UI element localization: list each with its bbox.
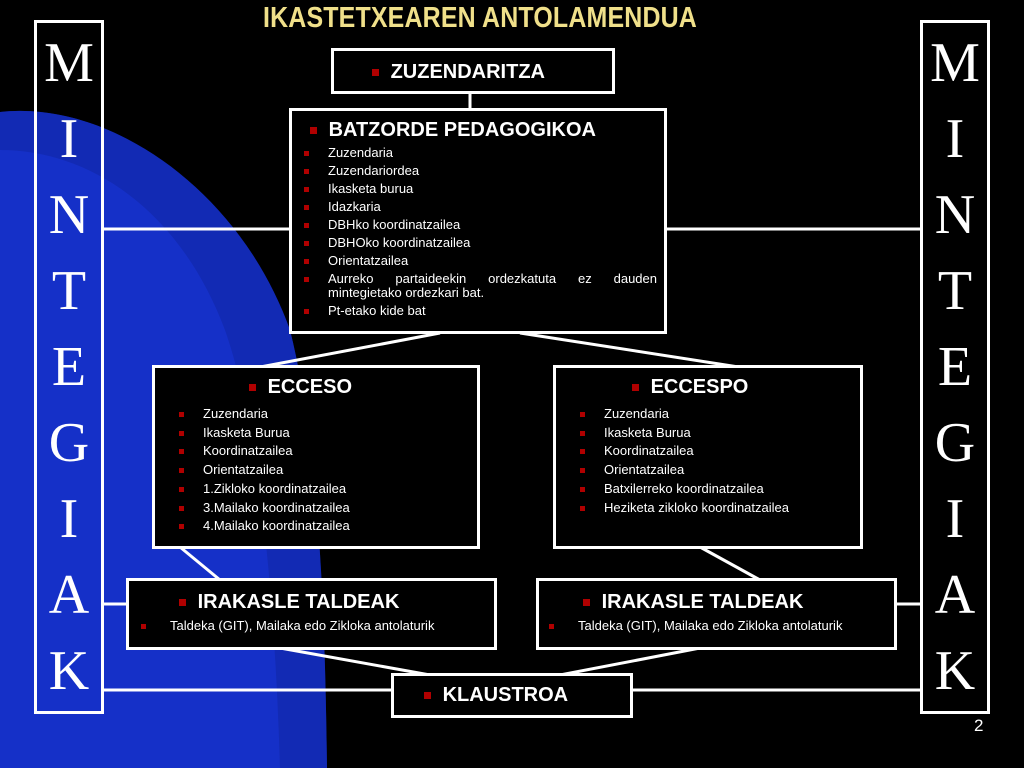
irakasle-taldeak-left-box	[126, 578, 497, 650]
ecceso-box	[152, 365, 480, 549]
klaustroa-box	[391, 673, 633, 718]
mintegiak-letter: E	[937, 336, 973, 398]
list-item: Koordinatzailea	[568, 442, 789, 461]
list-item: Aurreko partaideekin ordezkatuta ez dauden mintegietako ordezkari bat.	[292, 270, 667, 302]
mintegiak-letter: A	[934, 564, 976, 626]
mintegiak-letter: I	[59, 108, 79, 170]
mintegiak-letter: M	[930, 32, 980, 94]
bullet-icon	[549, 624, 554, 629]
mintegiak-letter: N	[934, 184, 976, 246]
list-item: Koordinatzailea	[167, 442, 350, 461]
mintegiak-letter: G	[934, 412, 976, 474]
list-item: Orientatzailea	[568, 461, 789, 480]
list-item: Ikasketa Burua	[167, 424, 350, 443]
mintegiak-letter: G	[48, 412, 90, 474]
list-item: Zuzendaria	[167, 405, 350, 424]
list-item: Zuzendaria	[292, 144, 667, 162]
list-item: Batxilerreko koordinatzailea	[568, 480, 789, 499]
irakasle-right-sub: Taldeka (GIT), Mailaka edo Zikloka antolaturik	[578, 618, 843, 633]
bullet-icon	[372, 69, 379, 76]
irakasle-right-title: IRAKASLE TALDEAK	[601, 591, 804, 613]
page-number: 2	[974, 716, 984, 735]
list-item: 3.Mailako koordinatzailea	[167, 499, 350, 518]
bullet-icon	[141, 624, 146, 629]
bullet-icon	[632, 384, 639, 391]
mintegiak-letter: K	[934, 640, 976, 702]
zuzendaritza-box	[331, 48, 615, 94]
mintegiak-letter: I	[945, 108, 965, 170]
irakasle-left-sub: Taldeka (GIT), Mailaka edo Zikloka antolaturik	[170, 618, 435, 633]
mintegiak-letter: I	[59, 488, 79, 550]
list-item: DBHko koordinatzailea	[292, 216, 667, 234]
mintegiak-letter: A	[48, 564, 90, 626]
bullet-icon	[424, 692, 431, 699]
list-item: Orientatzailea	[292, 252, 667, 270]
eccespo-box	[553, 365, 863, 549]
mintegiak-left-column	[34, 20, 104, 714]
mintegiak-letter: M	[44, 32, 94, 94]
bullet-icon	[583, 599, 590, 606]
eccespo-title: ECCESPO	[650, 376, 749, 398]
bullet-icon	[249, 384, 256, 391]
mintegiak-letter: T	[937, 260, 973, 322]
bullet-icon	[179, 599, 186, 606]
list-item: Zuzendariordea	[292, 162, 667, 180]
mintegiak-letter: I	[945, 488, 965, 550]
list-item: Heziketa zikloko koordinatzailea	[568, 499, 789, 518]
eccespo-member-list	[568, 405, 789, 517]
irakasle-left-title: IRAKASLE TALDEAK	[197, 591, 400, 613]
batzorde-member-list	[292, 144, 667, 320]
mintegiak-letter: K	[48, 640, 90, 702]
zuzendaritza-title: ZUZENDARITZA	[390, 61, 545, 83]
list-item: 4.Mailako koordinatzailea	[167, 517, 350, 536]
list-item: 1.Zikloko koordinatzailea	[167, 480, 350, 499]
klaustroa-title: KLAUSTROA	[442, 684, 569, 706]
ecceso-title: ECCESO	[267, 376, 353, 398]
irakasle-taldeak-right-box	[536, 578, 897, 650]
batzorde-pedagogikoa-box	[289, 108, 667, 334]
list-item: Ikasketa Burua	[568, 424, 789, 443]
list-item: DBHOko koordinatzailea	[292, 234, 667, 252]
list-item: Idazkaria	[292, 198, 667, 216]
page-title: IKASTETXEAREN ANTOLAMENDUA	[262, 2, 698, 34]
list-item: Pt-etako kide bat	[292, 302, 667, 320]
batzorde-title: BATZORDE PEDAGOGIKOA	[328, 119, 596, 141]
list-item: Ikasketa burua	[292, 180, 667, 198]
mintegiak-letter: N	[48, 184, 90, 246]
mintegiak-letter: E	[51, 336, 87, 398]
bullet-icon	[310, 127, 317, 134]
ecceso-member-list	[167, 405, 350, 536]
list-item: Zuzendaria	[568, 405, 789, 424]
list-item: Orientatzailea	[167, 461, 350, 480]
mintegiak-letter: T	[51, 260, 87, 322]
